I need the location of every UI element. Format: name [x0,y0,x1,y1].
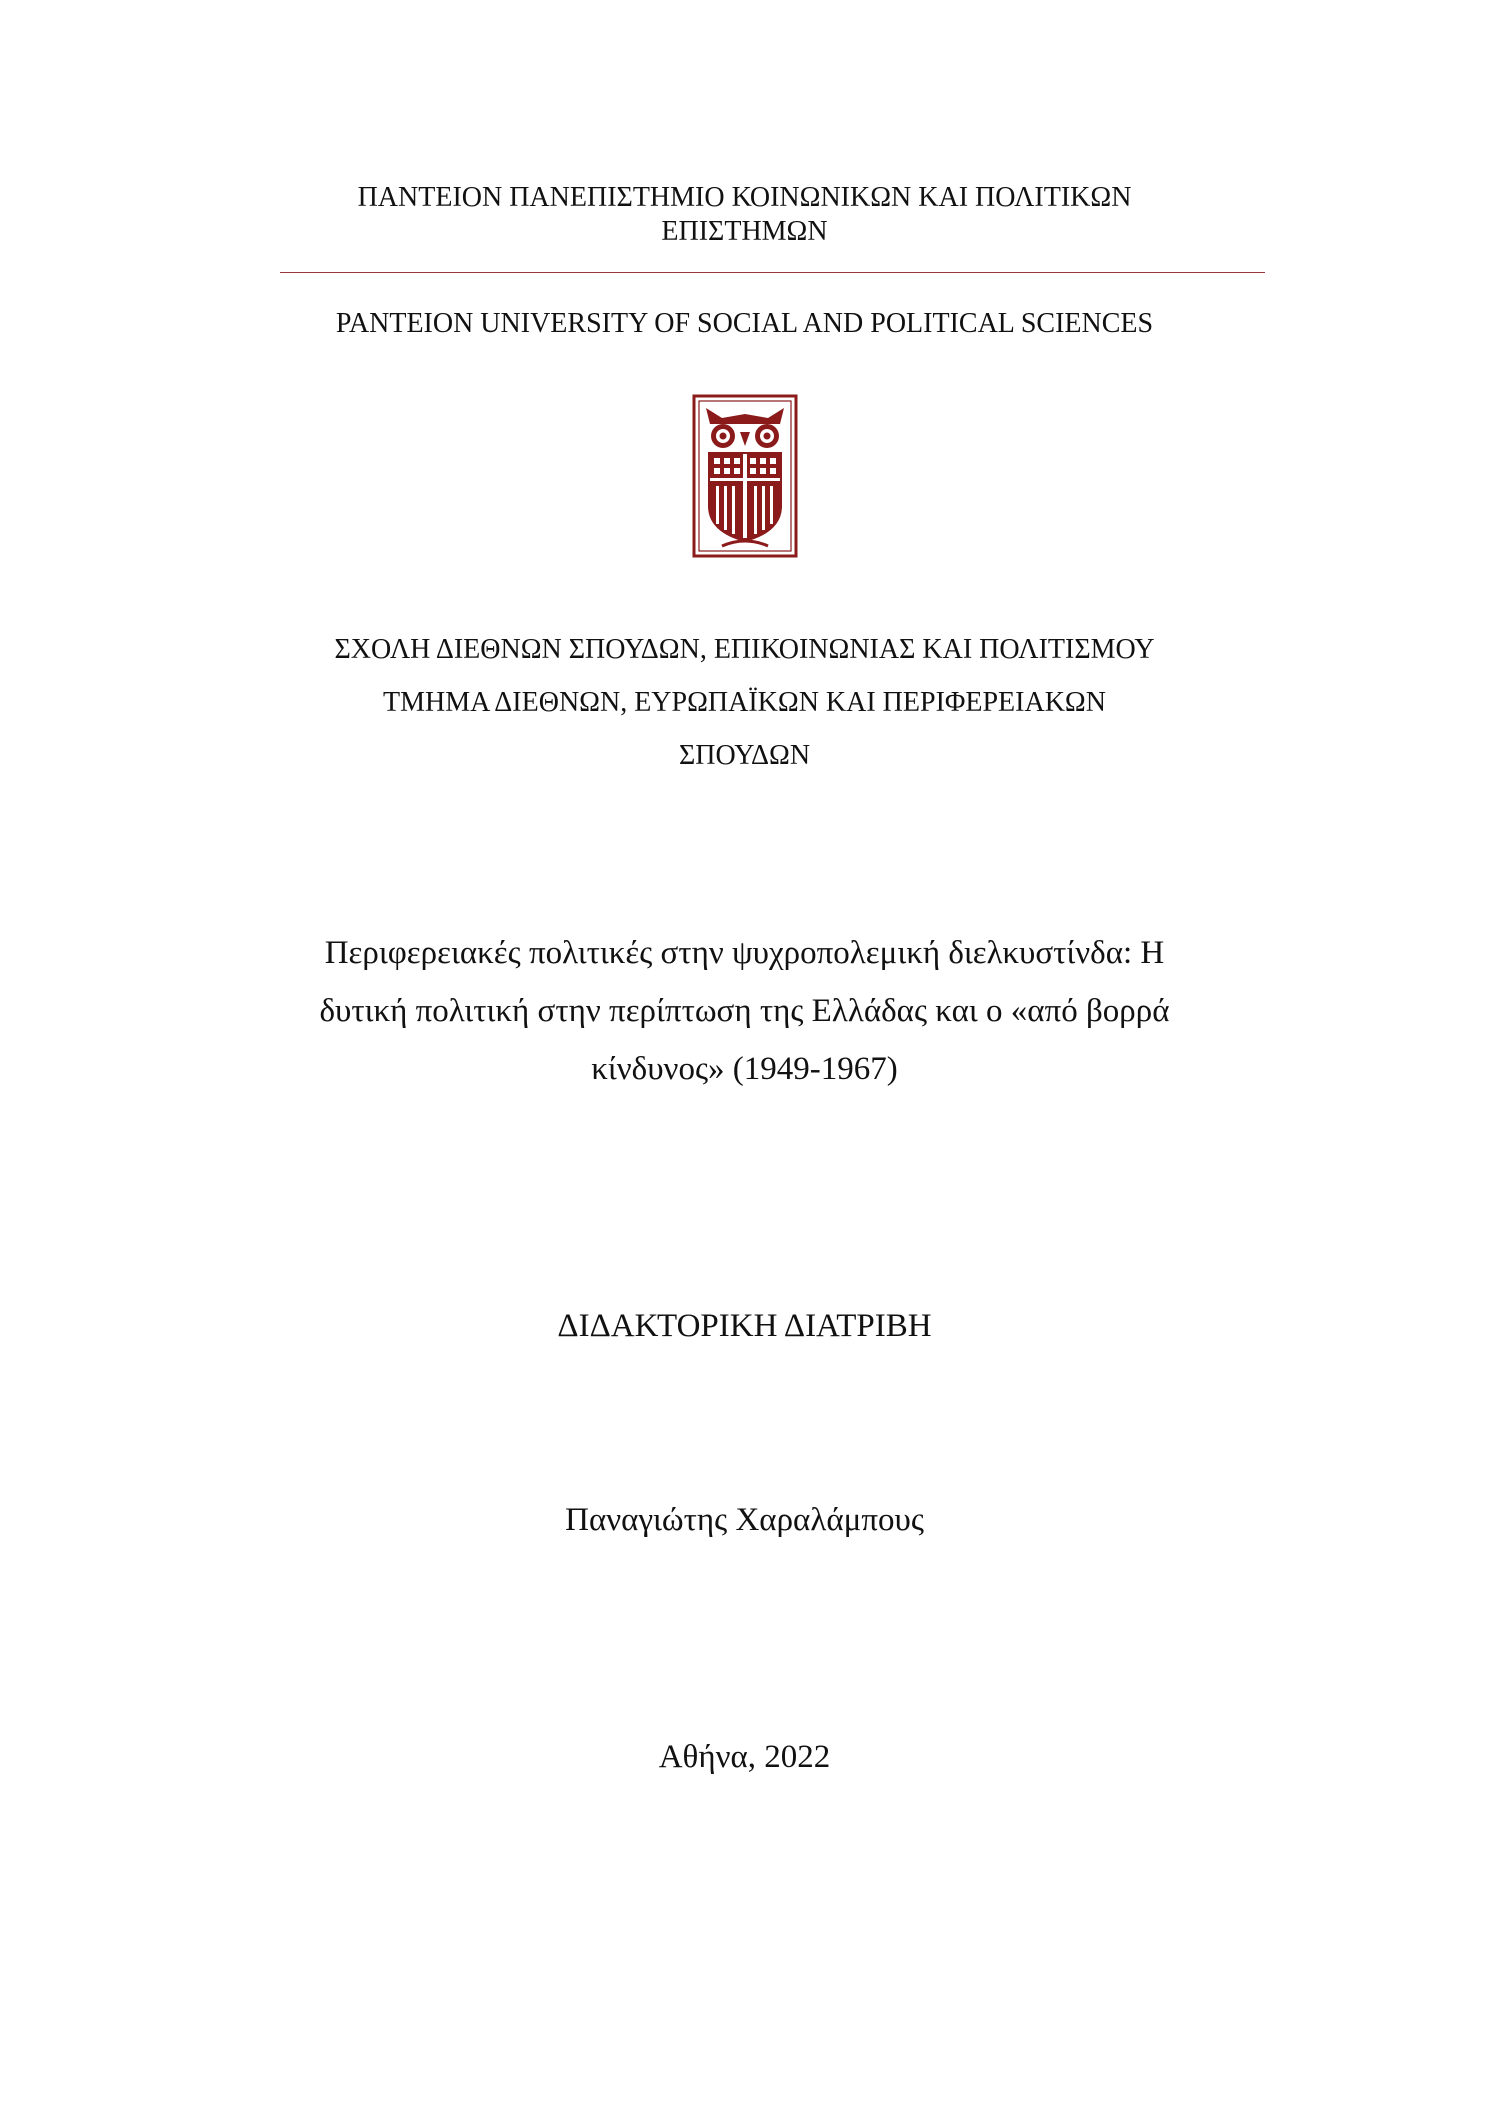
university-name-greek-line-2: ΕΠΙΣΤΗΜΩΝ [661,216,828,247]
university-crest-icon [692,394,798,558]
university-name-english: PANTEION UNIVERSITY OF SOCIAL AND POLITICAL SCIENCES [335,308,1154,339]
thesis-title-line-3: κίνδυνος» (1949-1967) [591,1051,898,1087]
place-and-date: Αθήνα, 2022 [658,1739,831,1775]
school-name: ΣΧΟΛΗ ΔΙΕΘΝΩΝ ΣΠΟΥΔΩΝ, ΕΠΙΚΟΙΝΩΝΙΑΣ ΚΑΙ ΠΟΛΙΤΙΣΜΟΥ [334,634,1155,665]
document-type: ΔΙΔΑΚΤΟΡΙΚΗ ΔΙΑΤΡΙΒΗ [557,1308,932,1344]
author-name: Παναγιώτης Χαραλάμπους [565,1502,924,1538]
header-divider [280,272,1265,273]
thesis-title-line-2: δυτική πολιτική στην περίπτωση της Ελλάδας και ο «από βορρά [319,993,1170,1029]
department-name-line-1: ΤΜΗΜΑ ΔΙΕΘΝΩΝ, ΕΥΡΩΠΑΪΚΩΝ ΚΑΙ ΠΕΡΙΦΕΡΕΙΑΚΩΝ [383,687,1106,718]
department-name-line-2: ΣΠΟΥΔΩΝ [678,740,811,771]
thesis-title-line-1: Περιφερειακές πολιτικές στην ψυχροπολεμική διελκυστίνδα: Η [324,935,1165,971]
university-name-greek-line-1: ΠΑΝΤΕΙΟΝ ΠΑΝΕΠΙΣΤΗΜΙΟ ΚΟΙΝΩΝΙΚΩΝ ΚΑΙ ΠΟΛΙΤΙΚΩΝ [357,182,1132,213]
